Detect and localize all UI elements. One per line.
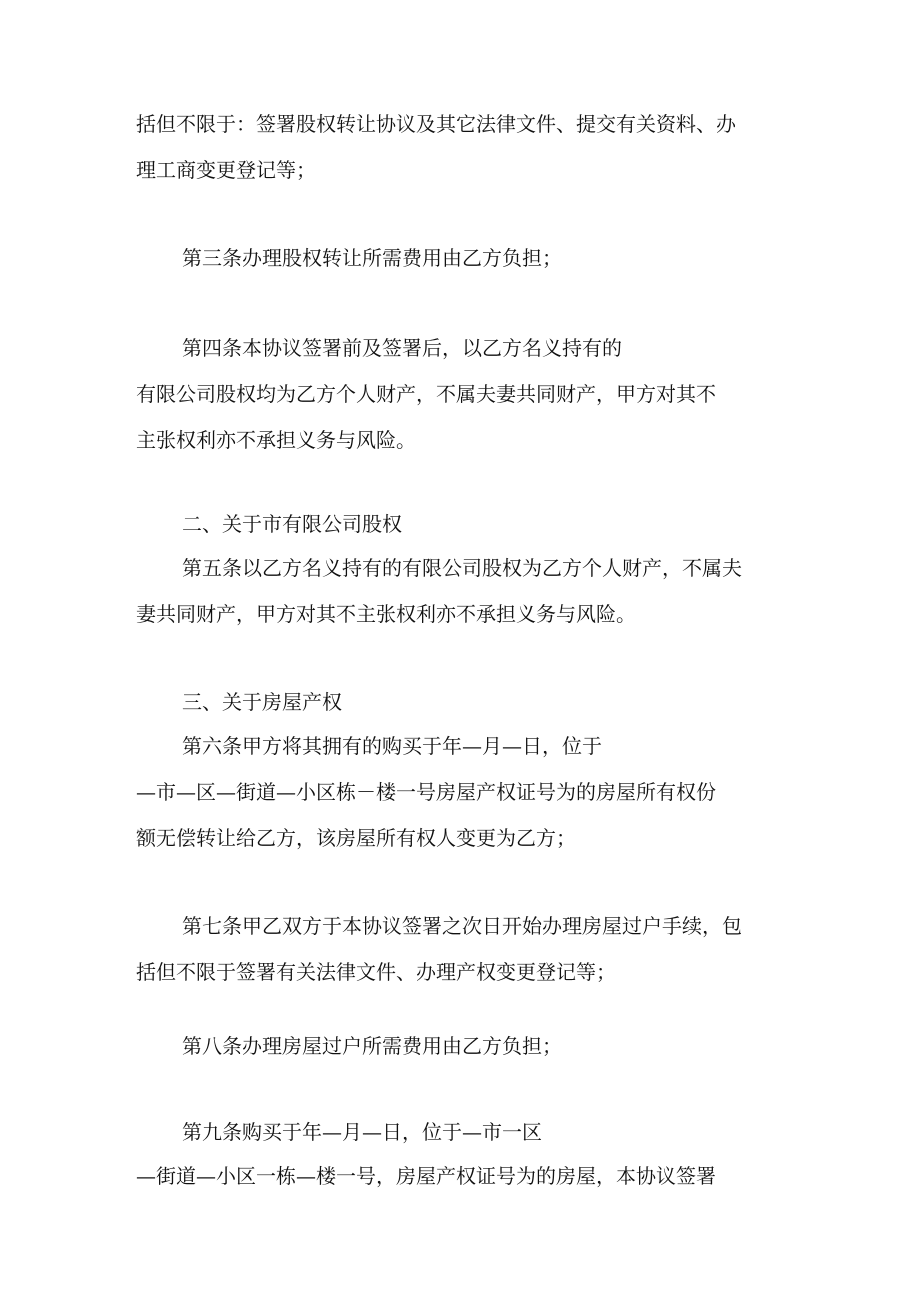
clause-5: 第五条以乙方名义持有的有限公司股权为乙方个人财产，不属夫 [182,556,742,580]
paragraph-line: —市—区—街道—小区栋－楼一号房屋产权证号为的房屋所有权份 [136,780,716,804]
paragraph-line: 额无偿转让给乙方，该房屋所有权人变更为乙方； [136,826,576,850]
clause-3: 第三条办理股权转让所需费用由乙方负担； [182,246,562,270]
section-heading-2: 二、关于市有限公司股权 [182,512,402,536]
paragraph-line: 主张权利亦不承担义务与风险。 [136,428,416,452]
clause-4: 第四条本协议签署前及签署后，以乙方名义持有的 [182,336,622,360]
paragraph-line: 有限公司股权均为乙方个人财产，不属夫妻共同财产，甲方对其不 [136,382,716,406]
paragraph-line: 妻共同财产，甲方对其不主张权利亦不承担义务与风险。 [136,602,636,626]
paragraph-line: 理工商变更登记等； [136,158,316,182]
paragraph-line: 括但不限于签署有关法律文件、办理产权变更登记等； [136,960,616,984]
section-heading-3: 三、关于房屋产权 [182,690,342,714]
clause-7: 第七条甲乙双方于本协议签署之次日开始办理房屋过户手续，包 [182,914,742,938]
paragraph-line: 括但不限于：签署股权转让协议及其它法律文件、提交有关资料、办 [136,112,736,136]
clause-8: 第八条办理房屋过户所需费用由乙方负担； [182,1034,562,1058]
clause-6: 第六条甲方将其拥有的购买于年—月—日，位于 [182,734,602,758]
paragraph-line: —街道—小区一栋—楼一号，房屋产权证号为的房屋，本协议签署 [136,1164,716,1188]
clause-9: 第九条购买于年—月—日，位于—市一区 [182,1120,542,1144]
